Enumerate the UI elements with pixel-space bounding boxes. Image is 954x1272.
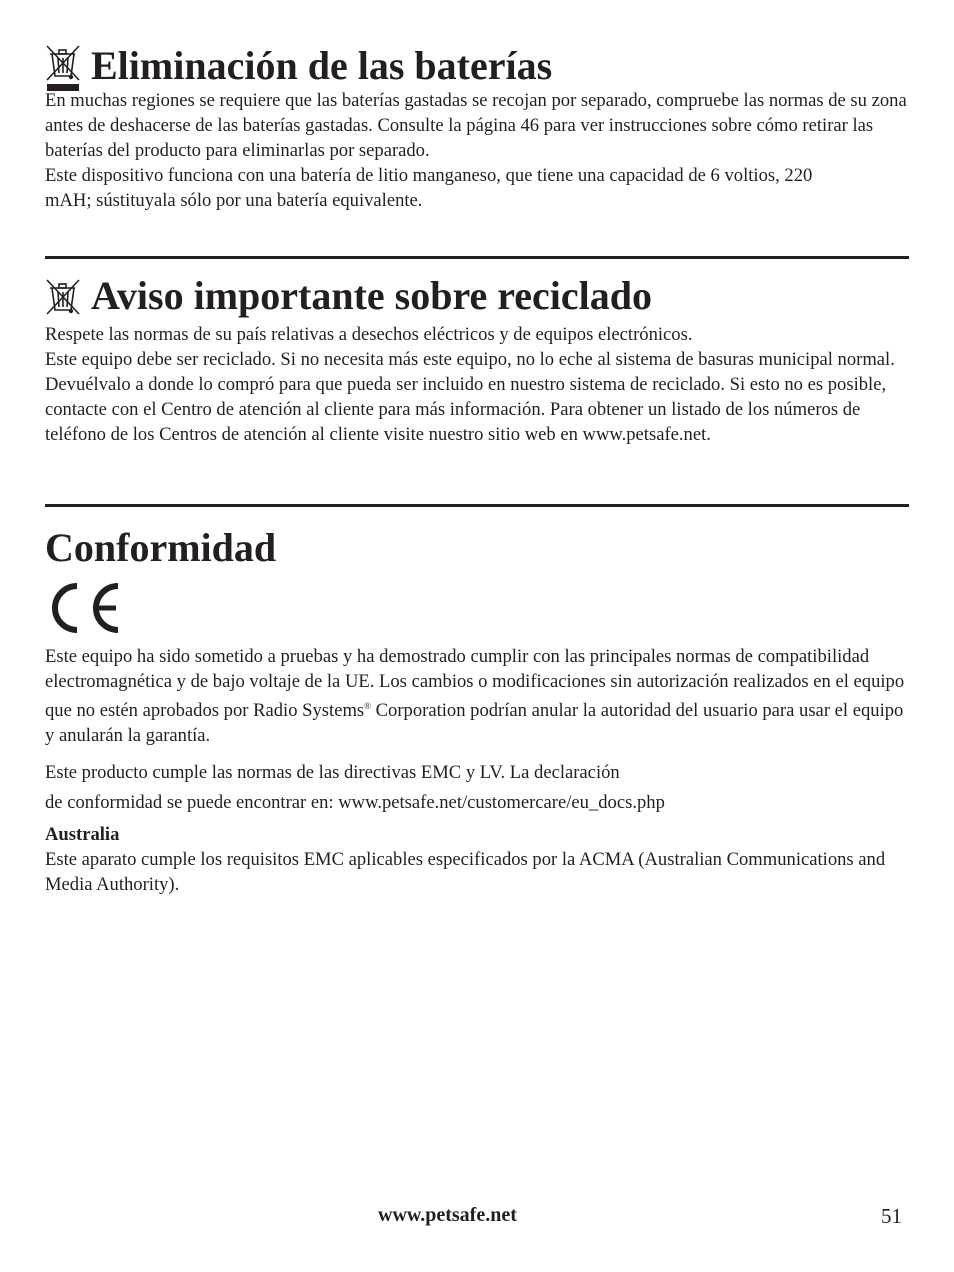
section-divider <box>45 504 909 507</box>
australia-heading: Australia <box>45 824 120 846</box>
battery-title: Eliminación de las baterías <box>91 43 553 88</box>
conformity-text-2: Corporation podrían anular la autoridad del usuario para usar el equipo y anularán la garantía. <box>45 700 904 747</box>
battery-paragraph-1: En muchas regiones se requiere que las baterías gastadas se recojan por separado, compruebe las normas de su zona antes de deshacerse de las baterías gastadas. Consulte la página 46 para ver instrucciones sobre cómo retirar las baterías del producto para eliminarlas por separado. <box>45 90 907 161</box>
page-number: 51 <box>881 1204 902 1228</box>
australia-text: Este aparato cumple los requisitos EMC aplicables especificados por la ACMA (Australian Communications and Media Authority). <box>45 849 886 896</box>
conformity-title: Conformidad <box>45 525 277 570</box>
recycling-title: Aviso importante sobre reciclado <box>91 273 653 318</box>
conformity-section <box>45 526 909 897</box>
crossed-bin-icon <box>45 278 83 318</box>
conformity-paragraph-1 <box>45 644 909 748</box>
conformity-paragraph-2 <box>45 758 909 818</box>
recycling-paragraph-1: Respete las normas de su país relativas a desechos eléctricos y de equipos electrónicos. <box>45 324 693 345</box>
crossed-bin-with-bar-icon <box>45 44 83 88</box>
battery-paragraph-2: Este dispositivo funciona con una batería de litio manganeso, que tiene una capacidad de 6 voltios, 220 mAH; sústituyala sólo por una batería equivalente. <box>45 165 813 211</box>
registered-mark: ® <box>364 701 371 711</box>
ce-mark-icon <box>45 582 909 634</box>
recycling-section <box>45 274 909 447</box>
conformity-line-1: Este producto cumple las normas de las directivas EMC y LV. La declaración <box>45 762 620 784</box>
battery-heading <box>45 44 909 88</box>
conformity-line-2: de conformidad se puede encontrar en: www.petsafe.net/customercare/eu_docs.php <box>45 792 665 814</box>
conformity-text-1: Este equipo ha sido sometido a pruebas y ha demostrado cumplir con las principales normas de compatibilidad electromagnética y de bajo voltaje de la UE. Los cambios o modificaciones sin autorización realizados en el equipo que no estén aprobados por Radio Systems <box>45 646 905 722</box>
recycling-paragraph-2: Este equipo debe ser reciclado. Si no necesita más este equipo, no lo eche al sistema de basuras municipal normal. Devuélvalo a donde lo compró para que pueda ser incluido en nuestro sistema de reciclado. Si esto no es posible, contacte con el Centro de atención al cliente para más información. Para obtener un listado de los números de teléfono de los Centros de atención al cliente visite nuestro sitio web en www.petsafe.net. <box>45 349 895 445</box>
battery-section <box>45 44 909 213</box>
section-divider <box>45 256 909 259</box>
recycling-heading <box>45 274 909 318</box>
footer-url: www.petsafe.net <box>378 1204 517 1226</box>
